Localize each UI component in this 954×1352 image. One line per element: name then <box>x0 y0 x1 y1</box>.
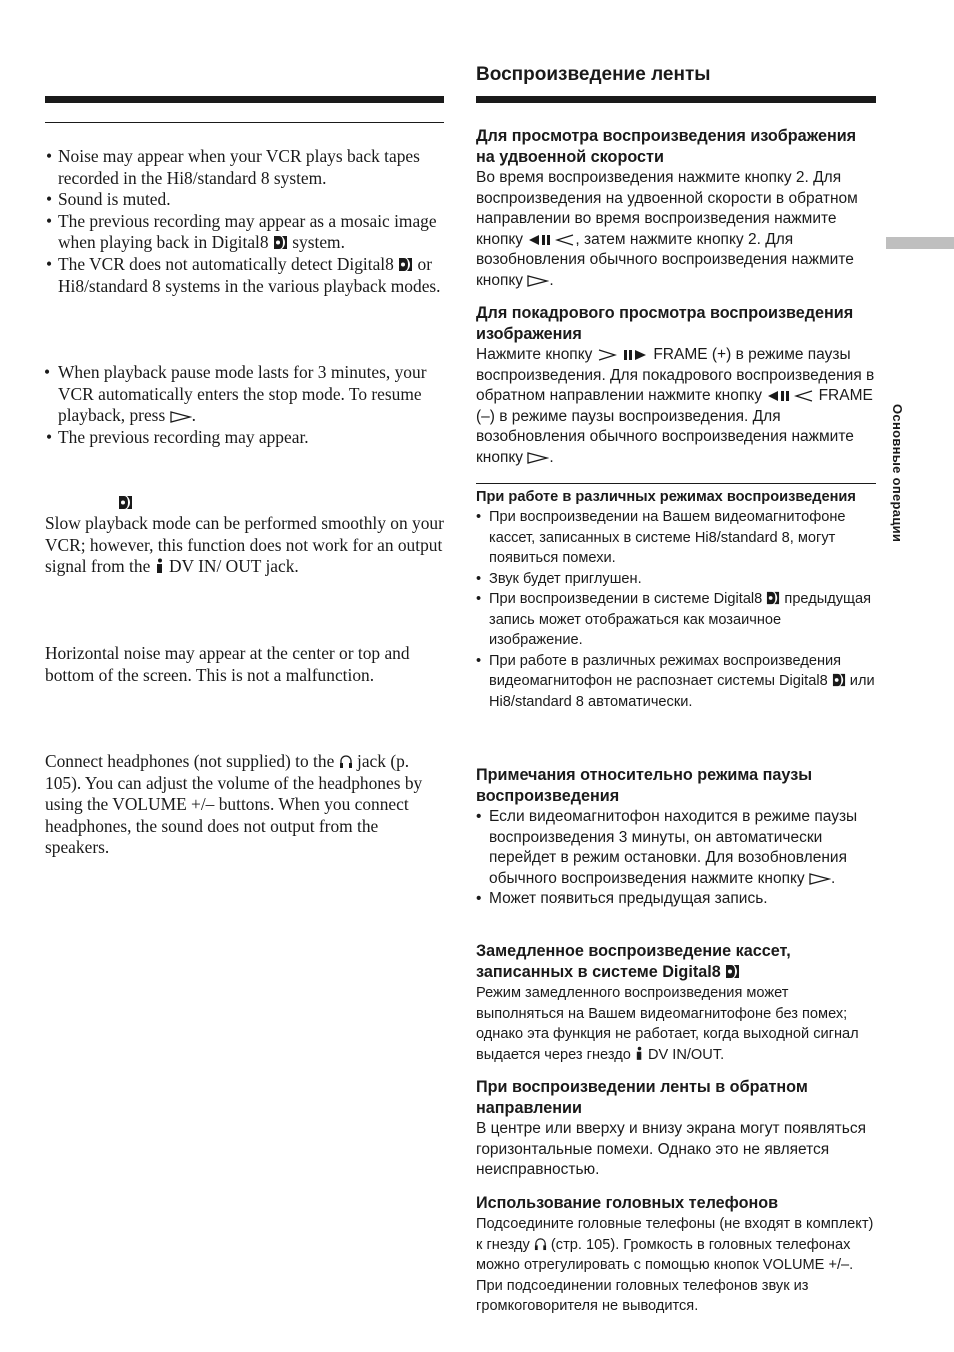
headphones-icon <box>534 1237 547 1251</box>
playback-modes-notes <box>45 146 444 297</box>
headphones-icon <box>339 754 353 769</box>
header-rule-thin <box>45 122 444 123</box>
page-title: Воспроизведение ленты <box>476 64 711 85</box>
digital8-logo-icon <box>273 235 288 250</box>
pause-notes-ru <box>476 765 876 910</box>
section-heading: При работе в различных режимах воспроизведения <box>476 489 856 505</box>
chapter-side-label: Основные операции <box>890 404 905 543</box>
frame-forward-icon <box>621 349 649 361</box>
pause-mode-notes <box>45 362 444 448</box>
header-rule-thick <box>476 96 876 103</box>
rewind-pause-icon <box>527 234 555 246</box>
greater-than-icon <box>597 349 617 361</box>
digital8-logo-icon <box>766 591 780 605</box>
section-body: Подсоедините головные телефоны (не входят в комплект) к гнезду (стр. 105). Громкость в головных телефонах можно отрегулировать с помощью кнопок VOLUME +/–. При подсоединении головных телефонов звук из громкоговорителя не выводится. <box>476 1216 874 1314</box>
list-item: • Если видеомагнитофон находится в режиме паузы воспроизведения 3 минуты, он автоматически перейдет в режим остановки. Для возобновления обычного воспроизведения нажмите кнопку . <box>476 808 858 887</box>
less-than-icon <box>555 234 575 246</box>
i-link-icon <box>155 558 165 574</box>
list-item: • The previous recording may appear as a mosaic image when playing back in Digital8 system. <box>46 210 437 253</box>
list-item: • Звук будет приглушен. <box>476 570 642 587</box>
playback-modes-notes-ru <box>476 487 876 712</box>
section-body: Нажмите кнопку FRAME (+) в режиме паузы воспроизведения. Для покадрового воспроизведения в обратном направлении нажмите кнопку FRAME (–) в режиме паузы воспроизведения. Для возобновления обычного воспроизведения нажмите кнопку . <box>476 346 875 466</box>
header-rule-thick <box>45 96 444 103</box>
list-item: • The previous recording may appear. <box>46 426 309 447</box>
section-heading: Примечания относительно режима паузы воспроизведения <box>476 766 813 805</box>
digital8-logo-icon <box>725 964 740 979</box>
list-item: • При работе в различных режимах воспроизведения видеомагнитофон не распознает системы Digital8 или Hi8/standard 8 автоматически. <box>476 652 875 710</box>
play-triangle-icon <box>527 452 549 464</box>
section-heading: Для просмотра воспроизведения изображения на удвоенной скорости <box>476 127 857 166</box>
section-heading: Для покадрового просмотра воспроизведения изображения <box>476 304 854 343</box>
slow-playback-section-ru <box>476 941 876 1065</box>
list-item: • Noise may appear when your VCR plays back tapes recorded in the Hi8/standard 8 system. <box>46 146 420 188</box>
headphones-paragraph: Connect headphones (not supplied) to the jack (p. 105). You can adjust the volume of the headphones by using the VOLUME +/– buttons. When you connect headphones, the sound does not output from the speakers. <box>45 751 423 858</box>
rewind-pause-icon <box>766 390 794 402</box>
list-item: • The VCR does not automatically detect Digital8 or Hi8/standard 8 systems in the various playback modes. <box>46 253 441 296</box>
play-triangle-icon <box>527 275 549 287</box>
list-item: • При воспроизведении на Вашем видеомагнитофоне кассет, записанных в системе Hi8/standard 8, могут появиться помехи. <box>476 509 846 566</box>
frame-by-frame-section <box>476 303 876 468</box>
digital8-logo-icon <box>398 257 413 272</box>
section-heading: Замедленное воспроизведение кассет, записанных в системе Digital8 <box>476 942 791 981</box>
digital8-logo-icon <box>832 673 846 687</box>
reverse-playback-section-ru <box>476 1077 876 1181</box>
double-speed-section <box>476 126 876 291</box>
i-link-icon <box>635 1046 644 1061</box>
headphones-section-ru <box>476 1193 876 1317</box>
section-heading: При воспроизведении ленты в обратном направлении <box>476 1078 808 1117</box>
section-body: Во время воспроизведения нажмите кнопку 2. Для воспроизведения на удвоенной скорости в обратном направлении во время воспроизведения нажмите кнопку , затем нажмите кнопку 2. Для возобновления обычного воспроизведения нажмите кнопку . <box>476 169 858 289</box>
digital8-heading-icon-row <box>45 492 444 512</box>
list-item: • Может появиться предыдущая запись. <box>476 890 768 907</box>
digital8-logo-icon <box>118 495 133 510</box>
list-item: • При воспроизведении в системе Digital8 предыдущая запись может отображаться как мозаичное изображение. <box>476 591 872 648</box>
section-body: В центре или вверху и внизу экрана могут появляться горизонтальные помехи. Однако это не является неисправностью. <box>476 1120 866 1178</box>
chapter-tab-marker <box>886 237 954 249</box>
section-body: Режим замедленного воспроизведения может выполняться на Вашем видеомагнитофоне без помех; однако эта функция не работает, когда выходной сигнал выдается через гнездо DV IN/OUT. <box>476 985 859 1063</box>
play-triangle-icon <box>170 411 192 423</box>
list-item: • When playback pause mode lasts for 3 minutes, your VCR automatically enters the stop mode. To resume playback, press . <box>44 362 427 426</box>
slow-playback-paragraph: Slow playback mode can be performed smoothly on your VCR; however, this function does not work for an output signal from the DV IN/ OUT jack. <box>45 513 444 577</box>
notes-divider <box>476 483 876 484</box>
list-item: • Sound is muted. <box>46 189 171 210</box>
section-heading: Использование головных телефонов <box>476 1194 779 1212</box>
play-triangle-icon <box>809 873 831 885</box>
reverse-playback-paragraph: Horizontal noise may appear at the center or top and bottom of the screen. This is not a malfunction. <box>45 643 410 685</box>
less-than-icon <box>794 390 814 402</box>
